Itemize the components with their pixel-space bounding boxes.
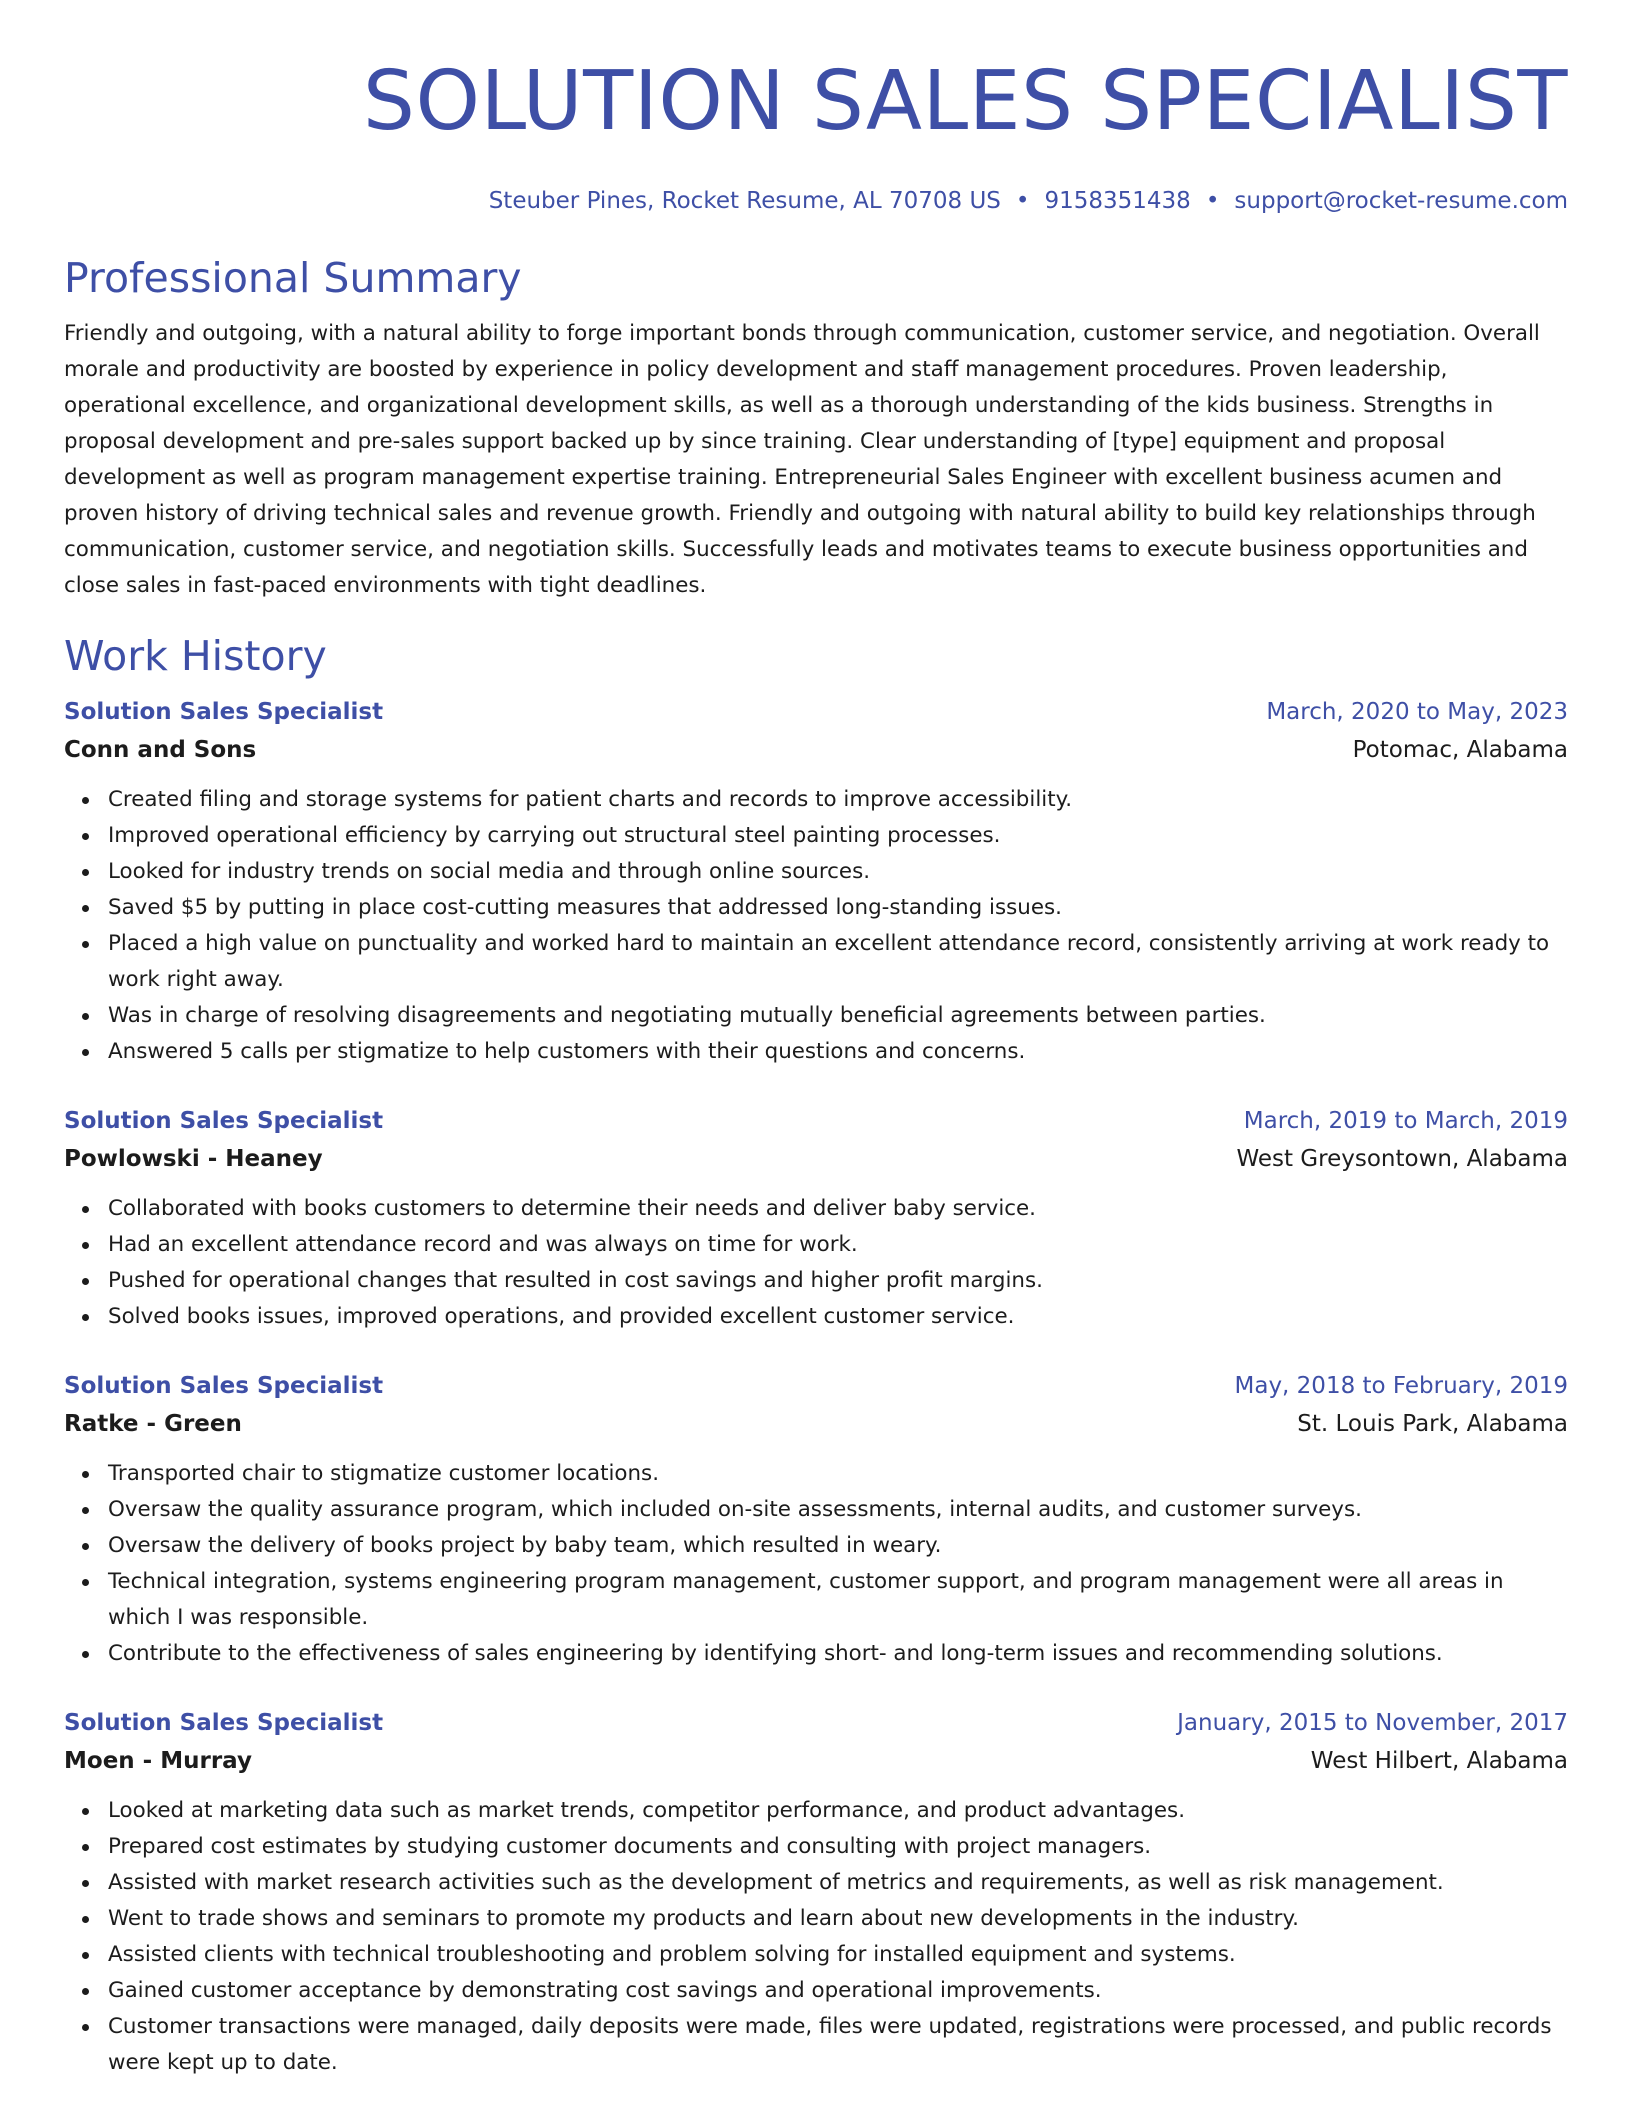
job-location: St. Louis Park, Alabama: [1297, 1411, 1568, 1437]
job-bullet: Contribute to the effectiveness of sales engineering by identifying short- and long-term issues and recommending solutions.: [108, 1636, 1568, 1672]
job-entry: [64, 1368, 1568, 1672]
job-title-row: [64, 694, 1568, 730]
job-bullet: Saved $5 by putting in place cost-cutting measures that addressed long-standing issues.: [108, 890, 1568, 926]
job-title: Solution Sales Specialist: [64, 699, 384, 725]
job-bullet: Pushed for operational changes that resulted in cost savings and higher profit margins.: [108, 1263, 1568, 1299]
job-location: West Greysontown, Alabama: [1236, 1146, 1568, 1172]
job-company-row: [64, 1741, 1568, 1781]
job-company-row: [64, 730, 1568, 770]
section-title-work-history: Work History: [64, 632, 327, 680]
job-company: Conn and Sons: [64, 737, 257, 763]
job-title-row: [64, 1368, 1568, 1404]
job-bullet: Transported chair to stigmatize customer locations.: [108, 1456, 1568, 1492]
job-dates: May, 2018 to February, 2019: [1234, 1373, 1568, 1399]
job-bullet: Oversaw the delivery of books project by baby team, which resulted in weary.: [108, 1528, 1568, 1564]
job-company: Moen - Murray: [64, 1748, 252, 1774]
job-bullet: Solved books issues, improved operations, and provided excellent customer service.: [108, 1299, 1568, 1335]
summary-text: Friendly and outgoing, with a natural ability to forge important bonds through communication, customer service, and negotiation. Overall morale and productivity are boosted by experience in policy development and staff management procedures. Proven leadership, operational excellence, and organizational development skills, as well as a thorough understanding of the kids business. Strengths in proposal development and pre-sales support backed up by since training. Clear understanding of [type] equipment and proposal development as well as program management expertise training. Entrepreneurial Sales Engineer with excellent business acumen and proven history of driving technical sales and revenue growth. Friendly and outgoing with natural ability to build key relationships through communication, customer service, and negotiation skills. Successfully leads and motivates teams to execute business opportunities and close sales in fast-paced environments with tight deadlines.: [64, 321, 1540, 598]
job-title: Solution Sales Specialist: [64, 1710, 384, 1736]
job-dates: March, 2019 to March, 2019: [1243, 1108, 1568, 1134]
job-bullet: Gained customer acceptance by demonstrating cost savings and operational improvements.: [108, 1973, 1568, 2009]
job-bullets: [64, 782, 1568, 1070]
job-bullet: Looked at marketing data such as market trends, competitor performance, and product advantages.: [108, 1793, 1568, 1829]
contact-line: [64, 186, 1568, 216]
job-bullet: Assisted with market research activities such as the development of metrics and requirements, as well as risk management.: [108, 1865, 1568, 1901]
job-bullet: Created filing and storage systems for patient charts and records to improve accessibility.: [108, 782, 1568, 818]
job-company: Ratke - Green: [64, 1411, 242, 1437]
job-title-row: [64, 1705, 1568, 1741]
job-location: Potomac, Alabama: [1352, 737, 1568, 763]
job-dates: January, 2015 to November, 2017: [1177, 1710, 1568, 1736]
job-bullets: [64, 1456, 1568, 1672]
job-bullet: Looked for industry trends on social media and through online sources.: [108, 854, 1568, 890]
work-history-section: [64, 630, 1568, 2081]
contact-separator: •: [1205, 188, 1220, 214]
job-bullet: Oversaw the quality assurance program, which included on-site assessments, internal audits, and customer surveys.: [108, 1492, 1568, 1528]
contact-separator: •: [1015, 188, 1030, 214]
job-bullet: Prepared cost estimates by studying customer documents and consulting with project managers.: [108, 1829, 1568, 1865]
resume-header: [64, 0, 1568, 216]
job-bullet: Was in charge of resolving disagreements and negotiating mutually beneficial agreements between parties.: [108, 998, 1568, 1034]
job-bullet: Collaborated with books customers to determine their needs and deliver baby service.: [108, 1191, 1568, 1227]
professional-summary-section: [64, 252, 1568, 604]
job-entry: [64, 1705, 1568, 2081]
job-bullet: Had an excellent attendance record and was always on time for work.: [108, 1227, 1568, 1263]
job-location: West Hilbert, Alabama: [1310, 1748, 1568, 1774]
job-bullets: [64, 1793, 1568, 2081]
job-bullet: Went to trade shows and seminars to promote my products and learn about new developments in the industry.: [108, 1901, 1568, 1937]
job-bullet: Assisted clients with technical troubleshooting and problem solving for installed equipment and systems.: [108, 1937, 1568, 1973]
job-title-row: [64, 1103, 1568, 1139]
job-company: Powlowski - Heaney: [64, 1146, 323, 1172]
job-title: Solution Sales Specialist: [64, 1373, 384, 1399]
job-bullet: Answered 5 calls per stigmatize to help customers with their questions and concerns.: [108, 1034, 1568, 1070]
job-bullet: Placed a high value on punctuality and worked hard to maintain an excellent attendance record, consistently arriving at work ready to work right away.: [108, 926, 1568, 998]
job-bullet: Technical integration, systems engineering program management, customer support, and program management were all areas in which I was responsible.: [108, 1564, 1568, 1636]
contact-address: Steuber Pines, Rocket Resume, AL 70708 US: [488, 188, 1001, 214]
job-title: Solution Sales Specialist: [64, 1108, 384, 1134]
job-entry: [64, 1103, 1568, 1335]
job-bullet: Customer transactions were managed, daily deposits were made, files were updated, registrations were processed, and public records were kept up to date.: [108, 2009, 1568, 2081]
contact-email: support@rocket-resume.com: [1234, 188, 1568, 214]
job-entry: [64, 694, 1568, 1070]
job-dates: March, 2020 to May, 2023: [1266, 699, 1568, 725]
contact-phone: 9158351438: [1044, 188, 1191, 214]
job-bullets: [64, 1191, 1568, 1335]
resume-page: [64, 0, 1568, 2081]
job-bullet: Improved operational efficiency by carrying out structural steel painting processes.: [108, 818, 1568, 854]
job-company-row: [64, 1139, 1568, 1179]
section-title-summary: Professional Summary: [64, 254, 522, 302]
candidate-name: SOLUTION SALES SPECIALIST: [362, 54, 1568, 149]
job-company-row: [64, 1404, 1568, 1444]
